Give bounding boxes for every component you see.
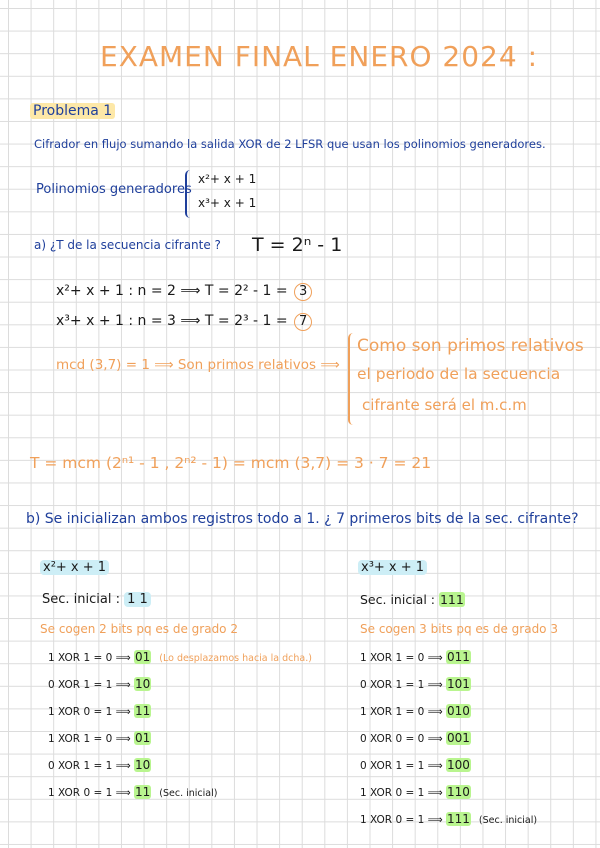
- period-formula: T = 2ⁿ - 1: [252, 234, 343, 256]
- right-xor-row: [360, 812, 537, 826]
- left-xor-bits: 01: [135, 650, 151, 664]
- left-xor-bits: 11: [135, 785, 151, 799]
- intro-text: Cifrador en flujo sumando la salida XOR de 2 LFSR que usan los polinomios generadores.: [34, 137, 546, 151]
- left-xor-expr: 0 XOR 1 = 1 ⟹: [48, 679, 134, 691]
- period-result: T = mcm (2ⁿ¹ - 1 , 2ⁿ² - 1) = mcm (3,7) = 3 · 7 = 21: [30, 454, 432, 472]
- left-xor-expr: 1 XOR 0 = 1 ⟹: [48, 706, 134, 718]
- left-xor-expr: 1 XOR 0 = 1 ⟹: [48, 787, 134, 799]
- left-xor-note: (Sec. inicial): [159, 788, 218, 799]
- left-xor-bits: 10: [135, 677, 151, 691]
- poly-1: x²+ x + 1: [198, 172, 257, 186]
- left-xor-row: [48, 731, 151, 745]
- right-xor-expr: 0 XOR 1 = 1 ⟹: [360, 679, 446, 691]
- left-xor-row: [48, 677, 151, 691]
- left-xor-note: (Lo desplazamos hacia la dcha.): [159, 653, 312, 664]
- page-title: EXAMEN FINAL ENERO 2024 :: [100, 40, 538, 73]
- right-xor-row: [360, 677, 471, 691]
- right-xor-bits: 010: [447, 704, 470, 718]
- left-xor-row: [48, 758, 151, 772]
- polynomials-label: Polinomios generadores: [36, 182, 192, 197]
- left-xor-bits: 01: [135, 731, 151, 745]
- period-line-1-text: x²+ x + 1 : n = 2 ⟹ T = 2² - 1 =: [56, 283, 288, 299]
- right-init: [360, 592, 465, 607]
- right-xor-bits: 100: [447, 758, 470, 772]
- left-take-note: Se cogen 2 bits pq es de grado 2: [40, 622, 238, 636]
- right-xor-bits: 011: [447, 650, 470, 664]
- right-xor-bits: 101: [447, 677, 470, 691]
- right-xor-row: [360, 785, 471, 799]
- part-a-text: a) ¿T de la secuencia cifrante ?: [34, 238, 221, 252]
- part-a-question: [34, 238, 221, 252]
- left-xor-row: [48, 785, 217, 799]
- period-2-result: 7: [294, 313, 312, 331]
- left-xor-expr: 1 XOR 1 = 0 ⟹: [48, 733, 134, 745]
- right-xor-bits: 001: [447, 731, 470, 745]
- right-init-label: Sec. inicial :: [360, 592, 435, 607]
- left-init-value: 1 1: [124, 592, 151, 607]
- period-line-1: [56, 283, 312, 301]
- period-line-2-text: x³+ x + 1 : n = 3 ⟹ T = 2³ - 1 =: [56, 313, 288, 329]
- right-xor-expr: 0 XOR 0 = 0 ⟹: [360, 733, 446, 745]
- period-line-2: [56, 313, 312, 331]
- right-poly: x³+ x + 1: [358, 560, 427, 575]
- polynomials-brace: [185, 170, 195, 218]
- right-xor-row: [360, 650, 471, 664]
- left-init-label: Sec. inicial :: [42, 592, 120, 607]
- right-xor-bits: 110: [447, 785, 470, 799]
- right-xor-row: [360, 704, 471, 718]
- right-take-note: Se cogen 3 bits pq es de grado 3: [360, 622, 558, 636]
- right-init-value: 111: [439, 592, 464, 607]
- left-poly: x²+ x + 1: [40, 560, 109, 575]
- poly-2: x³+ x + 1: [198, 196, 257, 210]
- left-xor-expr: 0 XOR 1 = 1 ⟹: [48, 760, 134, 772]
- mcd-line: mcd (3,7) = 1 ⟹ Son primos relativos ⟹: [56, 357, 340, 373]
- left-init: [42, 592, 151, 607]
- right-xor-note: (Sec. inicial): [478, 815, 538, 826]
- left-xor-bits: 11: [135, 704, 151, 718]
- right-xor-expr: 1 XOR 1 = 0 ⟹: [360, 706, 446, 718]
- note-line-1: Como son primos relativos: [357, 336, 584, 356]
- right-xor-expr: 1 XOR 0 = 1 ⟹: [360, 814, 446, 826]
- right-xor-row: [360, 731, 471, 745]
- problem-label: Problema 1: [30, 103, 115, 119]
- right-xor-expr: 1 XOR 0 = 1 ⟹: [360, 787, 446, 799]
- left-xor-bits: 10: [135, 758, 151, 772]
- left-xor-row: [48, 704, 151, 718]
- period-1-result: 3: [294, 283, 312, 301]
- right-xor-bits: 111: [447, 812, 470, 826]
- note-line-2: el periodo de la secuencia: [357, 365, 561, 383]
- left-xor-row: [48, 650, 312, 664]
- note-line-3: cifrante será el m.c.m: [362, 396, 527, 414]
- right-xor-expr: 0 XOR 1 = 1 ⟹: [360, 760, 446, 772]
- left-xor-expr: 1 XOR 1 = 0 ⟹: [48, 652, 134, 664]
- right-xor-row: [360, 758, 471, 772]
- part-b-question: b) Se inicializan ambos registros todo a 1. ¿ 7 primeros bits de la sec. cifrante?: [26, 511, 579, 527]
- right-xor-expr: 1 XOR 1 = 0 ⟹: [360, 652, 446, 664]
